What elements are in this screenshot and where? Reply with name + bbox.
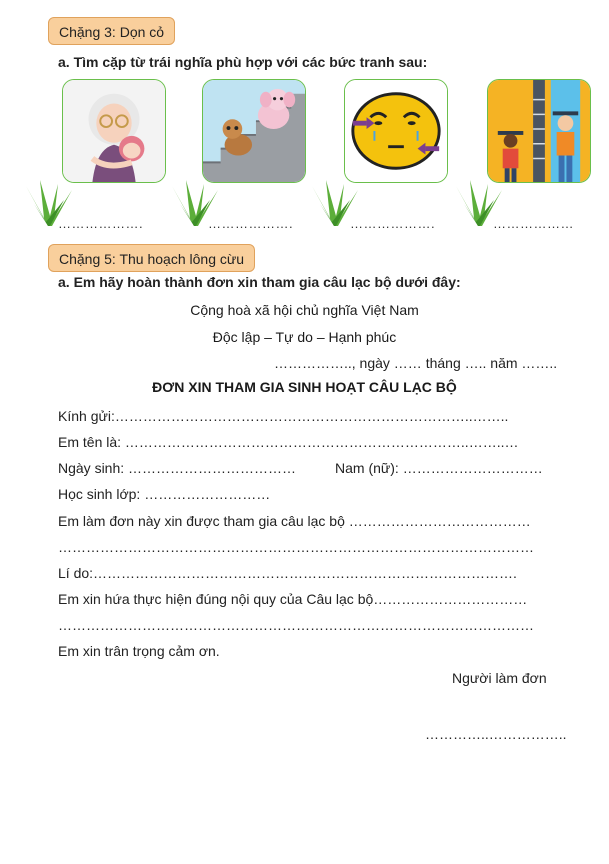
promise-field[interactable]: Em xin hứa thực hiện đúng nội quy của Câu lạc bộ…………………………… xyxy=(58,591,528,607)
gender-field[interactable]: Nam (nữ): ………………………… xyxy=(335,460,543,476)
picture-tall-and-short xyxy=(344,79,448,183)
request-continuation[interactable]: ………………………………………………………………………………………… xyxy=(58,539,534,555)
dog-elephant-stairs-illustration xyxy=(203,80,305,182)
answer-blank-4[interactable]: ……………… xyxy=(493,216,574,231)
promise-continuation[interactable]: ………………………………………………………………………………………… xyxy=(58,617,534,633)
stage-3-tag: Chặng 3: Dọn cỏ xyxy=(48,17,175,45)
to-field[interactable]: Kính gửi:…………………………………………………………………..…….. xyxy=(58,408,509,424)
form-title: ĐƠN XIN THAM GIA SINH HOẠT CÂU LẠC BỘ xyxy=(152,379,457,395)
stage-5-tag: Chặng 5: Thu hoạch lông cừu xyxy=(48,244,255,272)
answer-blank-3[interactable]: ………………. xyxy=(350,216,436,231)
request-field[interactable]: Em làm đơn này xin được tham gia câu lạc bộ ………………………………… xyxy=(58,513,531,529)
picture-up-and-down-stairs xyxy=(202,79,306,183)
signer-label: Người làm đơn xyxy=(452,670,547,686)
signature-line[interactable]: …………..…………….. xyxy=(425,726,567,742)
name-field[interactable]: Em tên là: ………………………………………………………………..……..… xyxy=(58,434,519,450)
old-woman-child-illustration xyxy=(63,80,165,182)
stage-5-task: a. Em hãy hoàn thành đơn xin tham gia câu lạc bộ dưới đây: xyxy=(58,274,461,290)
answer-blank-2[interactable]: ………………. xyxy=(208,216,294,231)
national-motto: Cộng hoà xã hội chủ nghĩa Việt Nam xyxy=(190,302,419,318)
class-field[interactable]: Học sinh lớp: ……………………… xyxy=(58,486,271,502)
picture-old-and-young xyxy=(62,79,166,183)
date-line[interactable]: …………….., ngày …… tháng ….. năm …….. xyxy=(274,355,558,371)
yellow-face-illustration xyxy=(345,80,447,182)
picture-height-chart xyxy=(487,79,591,183)
reason-field[interactable]: Lí do:………………………………………………………………………………. xyxy=(58,565,517,581)
national-slogan: Độc lập – Tự do – Hạnh phúc xyxy=(212,329,397,345)
dob-field[interactable]: Ngày sinh: ……………………………… xyxy=(58,460,297,476)
stage-3-task: a. Tìm cặp từ trái nghĩa phù hợp với các bức tranh sau: xyxy=(58,54,428,70)
answer-blank-1[interactable]: ………………. xyxy=(58,216,144,231)
thanks-line: Em xin trân trọng cảm ơn. xyxy=(58,643,220,659)
children-height-illustration xyxy=(488,80,590,182)
